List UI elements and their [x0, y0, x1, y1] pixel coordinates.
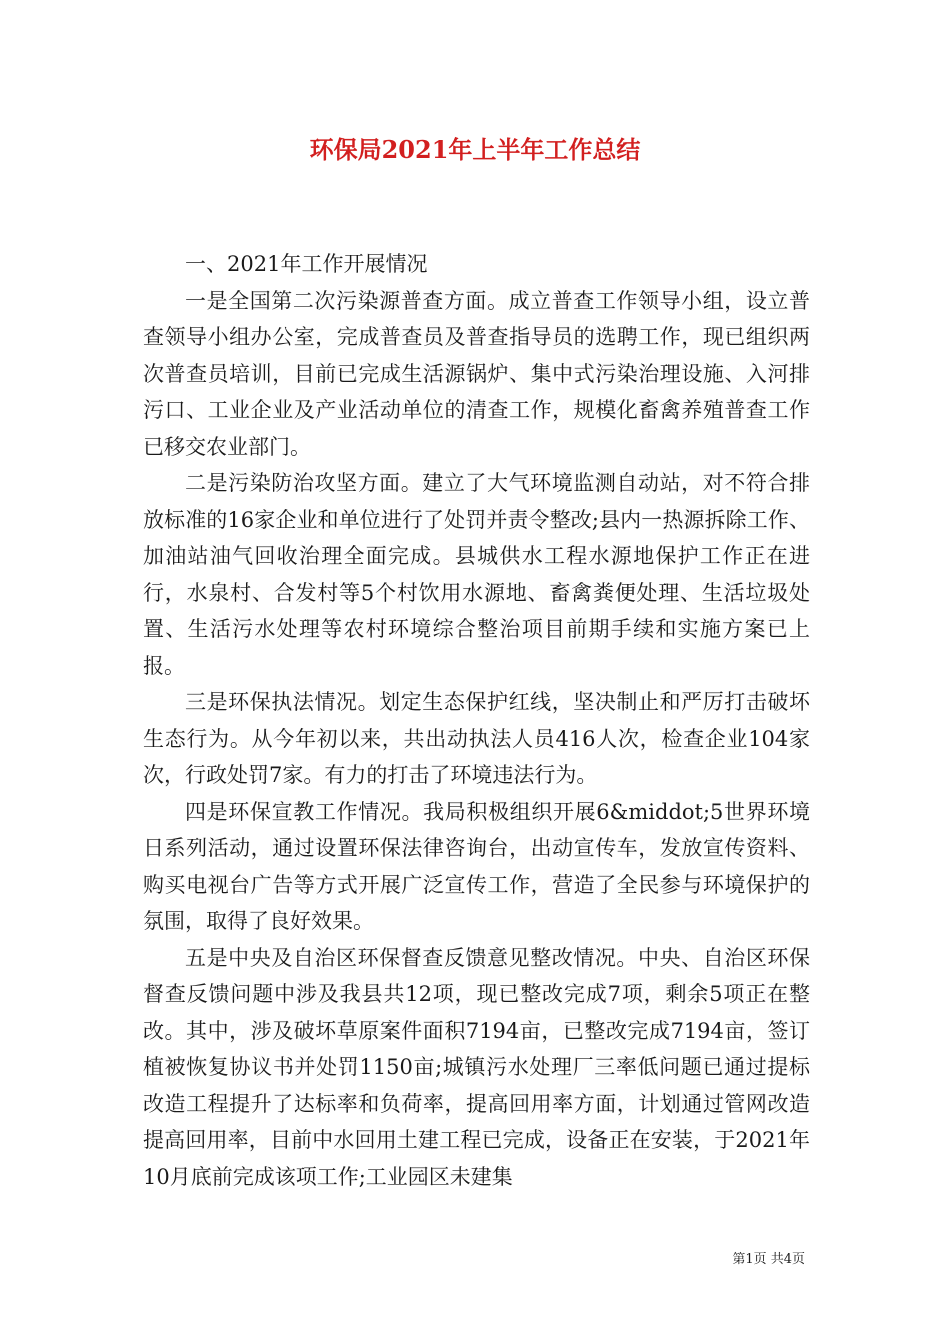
- paragraph-pollution-control: 二是污染防治攻坚方面。建立了大气环境监测自动站，对不符合排放标准的16家企业和单位进行了处罚并责令整改;县内一热源拆除工作、加油站油气回收治理全面完成。县城供水工程水源地保护工作正在进行，水泉村、合发村等5个村饮用水源地、畜禽粪便处理、生活垃圾处置、生活污水处理等农村环境综合整治项目前期手续和实施方案已上报。: [143, 471, 810, 678]
- section-heading: 一、2021年工作开展情况: [185, 252, 428, 276]
- paragraph-law-enforcement: 三是环保执法情况。划定生态保护红线，坚决制止和严厉打击破坏生态行为。从今年初以来，共出动执法人员416人次，检查企业104家次，行政处罚7家。有力的打击了环境违法行为。: [143, 690, 810, 787]
- paragraph-census: 一是全国第二次污染源普查方面。成立普查工作领导小组，设立普查领导小组办公室，完成普查员及普查指导员的选聘工作，现已组织两次普查员培训，目前已完成生活源锅炉、集中式污染治理设施、入河排污口、工业企业及产业活动单位的清查工作，规模化畜禽养殖普查工作已移交农业部门。: [143, 288, 810, 459]
- page-number: 第1页 共4页: [732, 1252, 805, 1267]
- paragraph-inspection-rectification: 五是中央及自治区环保督查反馈意见整改情况。中央、自治区环保督查反馈问题中涉及我县共12项，现已整改完成7项，剩余5项正在整改。其中，涉及破坏草原案件面积7194亩，已整改完成7194亩，签订植被恢复协议书并处罚1150亩;城镇污水处理厂三率低问题已通过提标改造工程提升了达标率和负荷率，提高回用率方面，计划通过管网改造提高回用率，目前中水回用土建工程已完成，设备正在安装，于2021年10月底前完成该项工作;工业园区未建集: [143, 945, 810, 1189]
- document-title: 环保局2021年上半年工作总结: [309, 135, 641, 164]
- document-body: [143, 246, 810, 1195]
- paragraph-publicity: 四是环保宣教工作情况。我局积极组织开展6&middot;5世界环境日系列活动，通过设置环保法律咨询台，出动宣传车，发放宣传资料、购买电视台广告等方式开展广泛宣传工作，营造了全民参与环境保护的氛围，取得了良好效果。: [143, 799, 810, 933]
